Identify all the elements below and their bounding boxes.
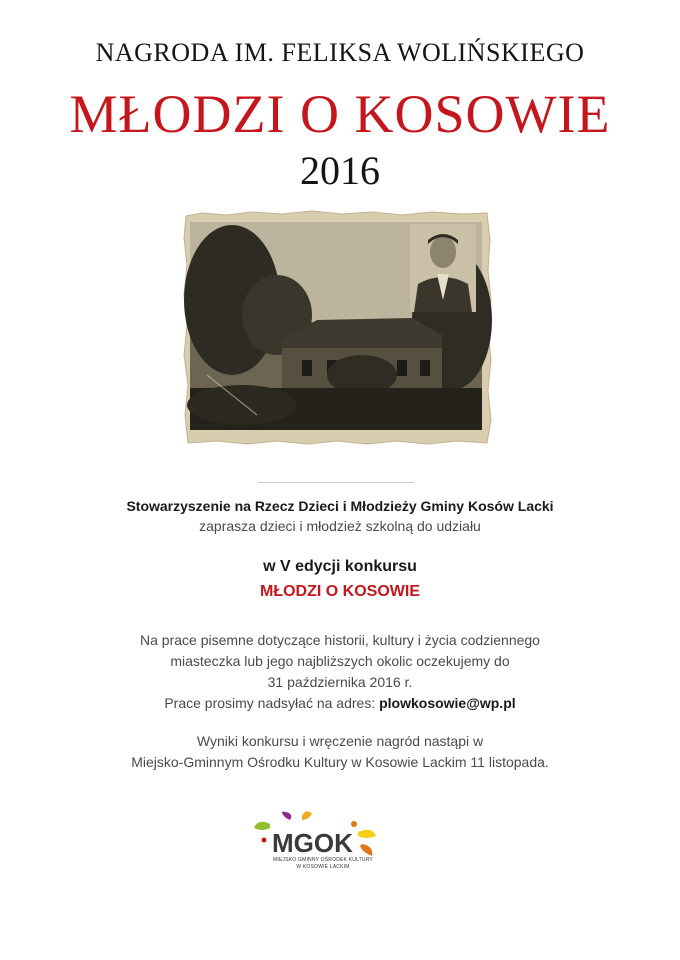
organization-name: Stowarzyszenie na Rzecz Dzieci i Młodzieży Gminy Kosów Lacki — [126, 498, 554, 514]
poster-year: 2016 — [300, 148, 380, 193]
results-paragraph — [0, 731, 680, 773]
address-label: Prace prosimy nadsyłać na adres: — [164, 695, 380, 711]
invitation-text: zaprasza dzieci i młodzież szkolną do udziału — [199, 518, 481, 534]
logo-subtitle-line-2: W KOSOWIE LACKIM — [296, 864, 350, 870]
submission-deadline: 31 października 2016 r. — [267, 674, 413, 690]
contact-email[interactable]: plowkosowie@wp.pl — [379, 695, 516, 711]
logo-wordmark: MGOK — [272, 828, 353, 858]
vintage-photo-image — [182, 210, 492, 446]
results-line-2: Miejsko-Gminnym Ośrodku Kultury w Kosowie Lackim 11 listopada. — [131, 754, 549, 770]
edition-heading: w V edycji konkursu — [263, 558, 417, 575]
mgok-logo — [250, 810, 380, 880]
submission-address-line — [0, 693, 680, 714]
submission-line-1: Na prace pisemne dotyczące historii, kultury i życia codziennego — [140, 632, 540, 648]
logo-subtitle-line-1: MIEJSKO GMINNY OŚRODEK KULTURY — [273, 857, 373, 863]
poster-title: MŁODZI O KOSOWIE — [69, 84, 611, 144]
contest-name: MŁODZI O KOSOWIE — [260, 583, 420, 600]
results-line-1: Wyniki konkursu i wręczenie nagród nastąpi w — [196, 733, 484, 749]
submission-line-2: miasteczka lub jego najbliższych okolic oczekujemy do — [170, 653, 510, 669]
submission-paragraph — [0, 630, 680, 714]
mgok-logo-graphic — [250, 810, 380, 858]
section-divider — [258, 482, 414, 483]
vintage-photo — [182, 210, 492, 446]
award-heading: NAGRODA IM. FELIKSA WOLIŃSKIEGO — [95, 38, 585, 67]
